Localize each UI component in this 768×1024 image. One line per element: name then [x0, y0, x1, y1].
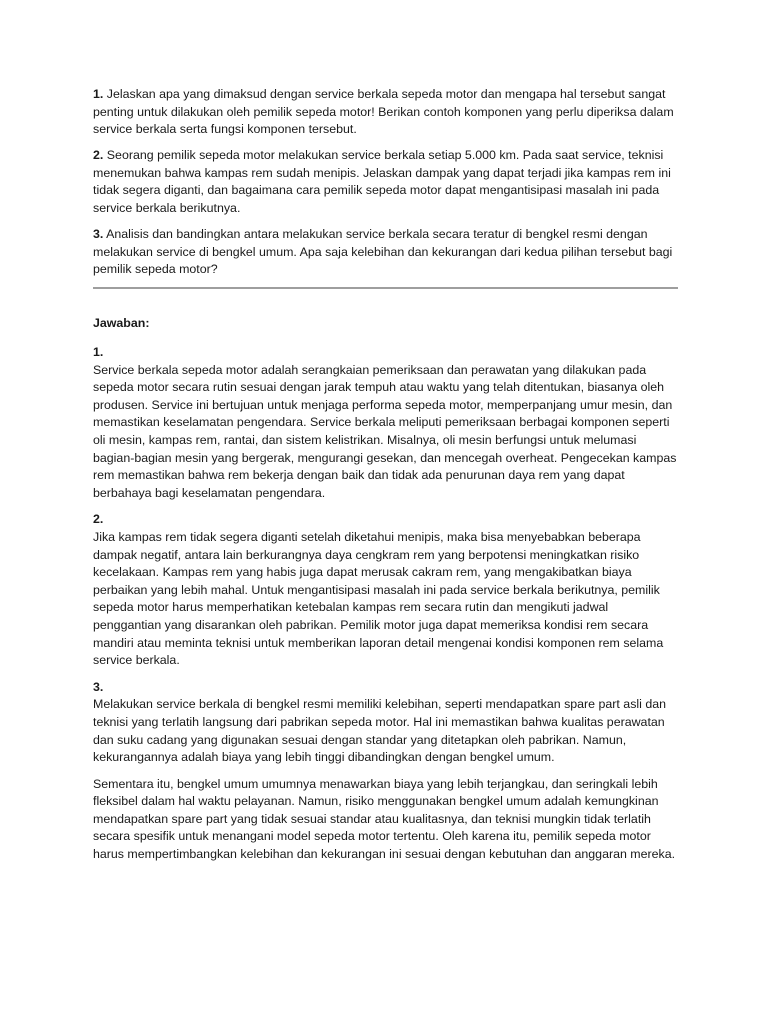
- section-divider: [93, 287, 678, 289]
- answer-paragraph: Service berkala sepeda motor adalah serangkaian pemeriksaan dan perawatan yang dilakukan pada sepeda motor secara rutin sesuai dengan jarak tempuh atau waktu yang telah ditentukan, biasanya oleh produsen. Service ini bertujuan untuk menjaga performa sepeda motor, memperpanjang umur mesin, dan memastikan keselamatan pengendara. Service berkala meliputi pemeriksaan berbagai komponen seperti oli mesin, kampas rem, rantai, dan sistem kelistrikan. Misalnya, oli mesin berfungsi untuk melumasi bagian-bagian mesin yang bergerak, mengurangi gesekan, dan mencegah overheat. Pengecekan kampas rem memastikan bahwa rem bekerja dengan baik dan tidak ada penurunan daya rem yang dapat berbahaya bagi keselamatan pengendara.: [93, 362, 677, 500]
- answer-paragraph: Melakukan service berkala di bengkel resmi memiliki kelebihan, seperti mendapatkan spare part asli dan teknisi yang terlatih langsung dari pabrikan sepeda motor. Hal ini memastikan bahwa kualitas perawatan dan suku cadang yang digunakan sesuai dengan standar yang ditetapkan oleh pabrikan. Namun, kekurangannya adalah biaya yang lebih tinggi dibandingkan dengan bengkel umum.: [93, 697, 667, 765]
- answer-paragraph: Jika kampas rem tidak segera diganti setelah diketahui menipis, maka bisa menyebabkan beberapa dampak negatif, antara lain berkurangnya daya cengkram rem yang berpotensi meningkatkan risiko kecelakaan. Kampas rem yang habis juga dapat merusak cakram rem, yang mengakibatkan biaya perbaikan yang lebih mahal. Untuk mengantisipasi masalah ini pada service berkala berikutnya, pemilik sepeda motor harus memperhatikan ketebalan kampas rem secara rutin dan mengikuti jadwal penggantian yang disarankan oleh pabrikan. Pemilik motor juga dapat memeriksa kondisi rem secara mandiri atau meminta teknisi untuk memberikan laporan detail mengenai kondisi komponen rem selama service berkala.: [93, 529, 664, 668]
- answer-number: 3.: [93, 679, 104, 694]
- answer-number: 1.: [93, 345, 104, 360]
- question-number: 1.: [93, 87, 104, 101]
- document-page: [93, 86, 678, 873]
- answers-heading: Jawaban:: [93, 316, 150, 331]
- answer-paragraph: Sementara itu, bengkel umum umumnya menawarkan biaya yang lebih terjangkau, dan seringkali lebih fleksibel dalam hal waktu pelayanan. Namun, risiko menggunakan bengkel umum adalah kemungkinan mendapatkan spare part yang tidak sesuai standar atau kualitasnya, dan teknisi mungkin tidak terlatih secara spesifik untuk menangani model sepeda motor tertentu. Oleh karena itu, pemilik sepeda motor harus mempertimbangkan kelebihan dan kekurangan ini sesuai dengan kebutuhan dan anggaran mereka.: [93, 776, 676, 862]
- questions-section: [93, 86, 678, 279]
- question-number: 3.: [93, 227, 104, 242]
- question-text: Analisis dan bandingkan antara melakukan service berkala secara teratur di bengkel resmi dengan melakukan service di bengkel umum. Apa saja kelebihan dan kekurangan dari kedua pilihan tersebut bagi pemilik sepeda motor?: [93, 227, 673, 277]
- answer-2: [93, 511, 678, 669]
- answer-1: [93, 344, 678, 502]
- question-1: [93, 86, 678, 139]
- question-text: Seorang pemilik sepeda motor melakukan service berkala setiap 5.000 km. Pada saat service, teknisi menemukan bahwa kampas rem sudah menipis. Jelaskan dampak yang dapat terjadi jika kampas rem ini tidak segera diganti, dan bagaimana cara pemilik sepeda motor dapat mengantisipasi masalah ini pada service berkala berikutnya.: [93, 148, 671, 216]
- question-number: 2.: [93, 148, 104, 163]
- question-text: Jelaskan apa yang dimaksud dengan service berkala sepeda motor dan mengapa hal tersebut sangat penting untuk dilakukan oleh pemilik sepeda motor! Berikan contoh komponen yang perlu diperiksa dalam service berkala serta fungsi komponen tersebut.: [93, 87, 674, 137]
- answer-number: 2.: [93, 512, 104, 527]
- question-2: [93, 147, 678, 217]
- question-3: [93, 226, 678, 279]
- answer-3: [93, 679, 678, 864]
- answers-section: [93, 344, 678, 864]
